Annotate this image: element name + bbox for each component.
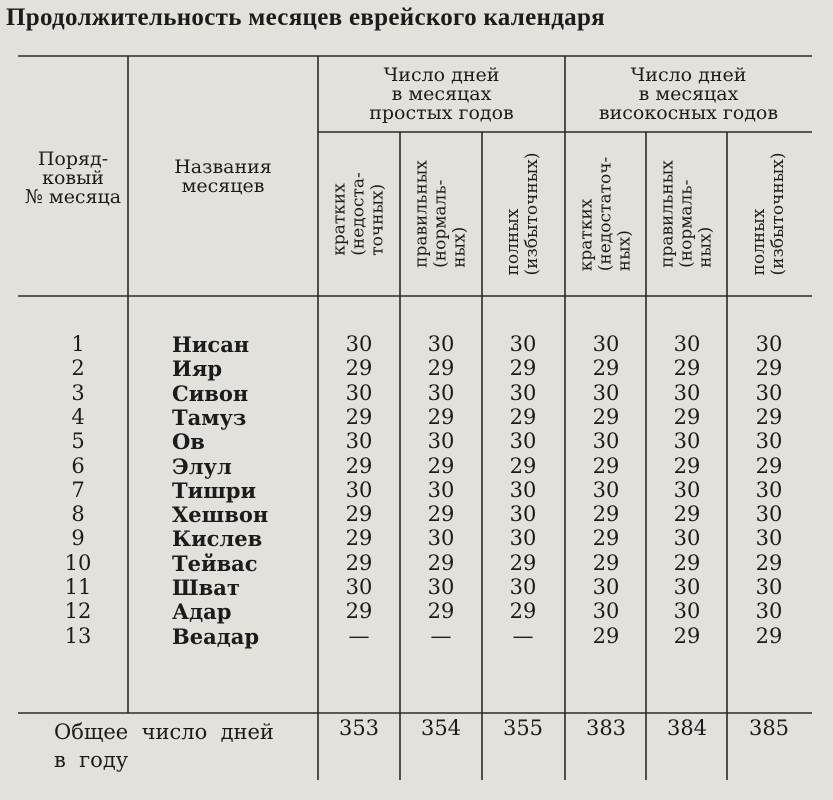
totals-label-line1: Общее число дней [54, 720, 274, 744]
day-count-cell: 30 [427, 332, 455, 356]
day-count-cell: 30 [673, 575, 701, 599]
total-days-cell: 353 [338, 716, 380, 740]
page-title: Продолжительность месяцев еврейского календаря [6, 4, 605, 31]
row-number: 1 [71, 332, 85, 356]
day-count-cell: 30 [509, 477, 537, 502]
day-count-cell: 30 [592, 332, 620, 356]
row-number: 10 [64, 550, 92, 575]
row-number: 3 [71, 380, 85, 405]
day-count-cell: 29 [592, 526, 620, 551]
day-count-cell: — [512, 623, 534, 648]
day-count-cell: 30 [427, 526, 455, 551]
day-count-cell: 29 [509, 550, 537, 575]
day-count-cell: 29 [509, 599, 537, 624]
month-name: Адар [172, 599, 232, 625]
day-count-cell: 30 [673, 477, 701, 502]
day-count-cell: 29 [345, 502, 373, 527]
header-full: полных (избыточных) [503, 152, 542, 276]
day-count-cell: 30 [345, 477, 373, 502]
day-count-cell: 29 [427, 404, 455, 429]
header-regular-leap: правильных (нормаль- ных) [657, 160, 716, 268]
day-count-cell: 29 [427, 550, 455, 575]
totals-label [54, 720, 274, 772]
day-count-cell: 29 [673, 502, 701, 527]
day-count-cell: 29 [755, 623, 783, 648]
month-name: Кислев [172, 526, 263, 552]
day-count-cell: 29 [509, 453, 537, 478]
day-count-cell: 30 [509, 429, 537, 454]
header-short: кратких (недоста- точных) [329, 172, 388, 256]
day-count-cell: 30 [592, 477, 620, 502]
day-count-cell: 30 [509, 332, 537, 356]
row-number: 4 [71, 404, 85, 429]
day-count-cell: 30 [755, 477, 783, 502]
header-number: Поряд- ковый № месяца [24, 148, 122, 208]
day-count-cell: 30 [592, 599, 620, 624]
day-count-cell: 30 [755, 380, 783, 405]
day-count-cell: 29 [755, 356, 783, 381]
header-simple-years: Число дней в месяцах простых годов [369, 64, 514, 124]
day-count-cell: 30 [509, 575, 537, 599]
day-count-cell: 29 [509, 356, 537, 381]
month-name: Ияр [172, 356, 223, 382]
day-count-cell: 29 [592, 356, 620, 381]
day-count-cell: 30 [592, 429, 620, 454]
day-count-cell: 30 [427, 380, 455, 405]
day-count-cell: 30 [592, 380, 620, 405]
day-count-cell: 29 [755, 404, 783, 429]
row-number: 7 [71, 477, 85, 502]
day-count-cell: 30 [345, 380, 373, 405]
row-number: 13 [64, 623, 92, 648]
row-number: 2 [71, 356, 85, 381]
day-count-cell: 30 [345, 575, 373, 599]
day-count-cell: 29 [427, 356, 455, 381]
day-count-cell: 30 [673, 526, 701, 551]
day-count-cell: 29 [673, 550, 701, 575]
day-count-cell: 30 [509, 380, 537, 405]
day-count-cell: 29 [673, 356, 701, 381]
total-days-cell: 384 [666, 716, 708, 740]
month-name: Сивон [172, 380, 249, 406]
total-days-cell: 383 [585, 716, 627, 740]
day-count-cell: 29 [345, 550, 373, 575]
day-count-cell: 29 [673, 453, 701, 478]
day-count-cell: 29 [345, 453, 373, 478]
month-name: Элул [172, 453, 232, 479]
day-count-cell: 29 [592, 404, 620, 429]
day-count-cell: 29 [755, 453, 783, 478]
day-count-cell: 29 [673, 623, 701, 648]
day-count-cell: 29 [345, 526, 373, 551]
day-count-cell: 29 [345, 356, 373, 381]
day-count-cell: 30 [509, 502, 537, 527]
day-count-cell: 30 [755, 575, 783, 599]
header-full-leap: полных (избыточных) [749, 152, 788, 276]
month-name: Тейвас [172, 550, 258, 576]
month-name: Веадар [172, 623, 260, 649]
day-count-cell: 30 [592, 575, 620, 599]
total-days-cell: 355 [502, 716, 544, 740]
day-count-cell: 30 [427, 429, 455, 454]
row-number: 9 [71, 526, 85, 551]
day-count-cell: 30 [345, 332, 373, 356]
month-name: Нисан [172, 332, 250, 357]
day-count-cell: 29 [345, 599, 373, 624]
header-regular: правильных (нормаль- ных) [411, 160, 470, 268]
total-days-cell: 385 [748, 716, 790, 740]
day-count-cell: 29 [427, 502, 455, 527]
totals-label-line2: в году [54, 748, 129, 772]
month-name: Шват [172, 575, 240, 600]
row-number: 5 [71, 429, 85, 454]
day-count-cell: 30 [427, 477, 455, 502]
month-name: Тишри [172, 477, 257, 503]
day-count-cell: 30 [673, 380, 701, 405]
day-count-cell: 29 [755, 550, 783, 575]
total-days-cell: 354 [420, 716, 462, 740]
header-name: Названия месяцев [174, 156, 272, 197]
day-count-cell: 29 [509, 404, 537, 429]
month-name: Ов [172, 429, 205, 455]
day-count-cell: 30 [755, 502, 783, 527]
day-count-cell: — [430, 623, 452, 648]
day-count-cell: 30 [755, 332, 783, 356]
header-leap-years: Число дней в месяцах високосных годов [598, 64, 779, 124]
month-name: Тамуз [172, 404, 247, 430]
day-count-cell: 29 [345, 404, 373, 429]
day-count-cell: 29 [592, 502, 620, 527]
day-count-cell: 30 [673, 429, 701, 454]
day-count-cell: 29 [592, 623, 620, 648]
month-name: Хешвон [172, 502, 269, 528]
day-count-cell: 30 [673, 332, 701, 356]
day-count-cell: 30 [345, 429, 373, 454]
day-count-cell: 30 [755, 429, 783, 454]
day-count-cell: 30 [755, 526, 783, 551]
day-count-cell: 29 [592, 550, 620, 575]
day-count-cell: 30 [509, 526, 537, 551]
day-count-cell: — [348, 623, 370, 648]
day-count-cell: 30 [427, 575, 455, 599]
row-number: 8 [71, 502, 85, 527]
day-count-cell: 30 [673, 599, 701, 624]
row-number: 12 [64, 599, 92, 624]
day-count-cell: 29 [427, 599, 455, 624]
day-count-cell: 29 [592, 453, 620, 478]
day-count-cell: 30 [755, 599, 783, 624]
day-count-cell: 29 [673, 404, 701, 429]
row-number: 11 [64, 575, 92, 599]
row-number: 6 [71, 453, 85, 478]
day-count-cell: 29 [427, 453, 455, 478]
header-short-leap: кратких (недостаточ- ных) [576, 156, 635, 272]
